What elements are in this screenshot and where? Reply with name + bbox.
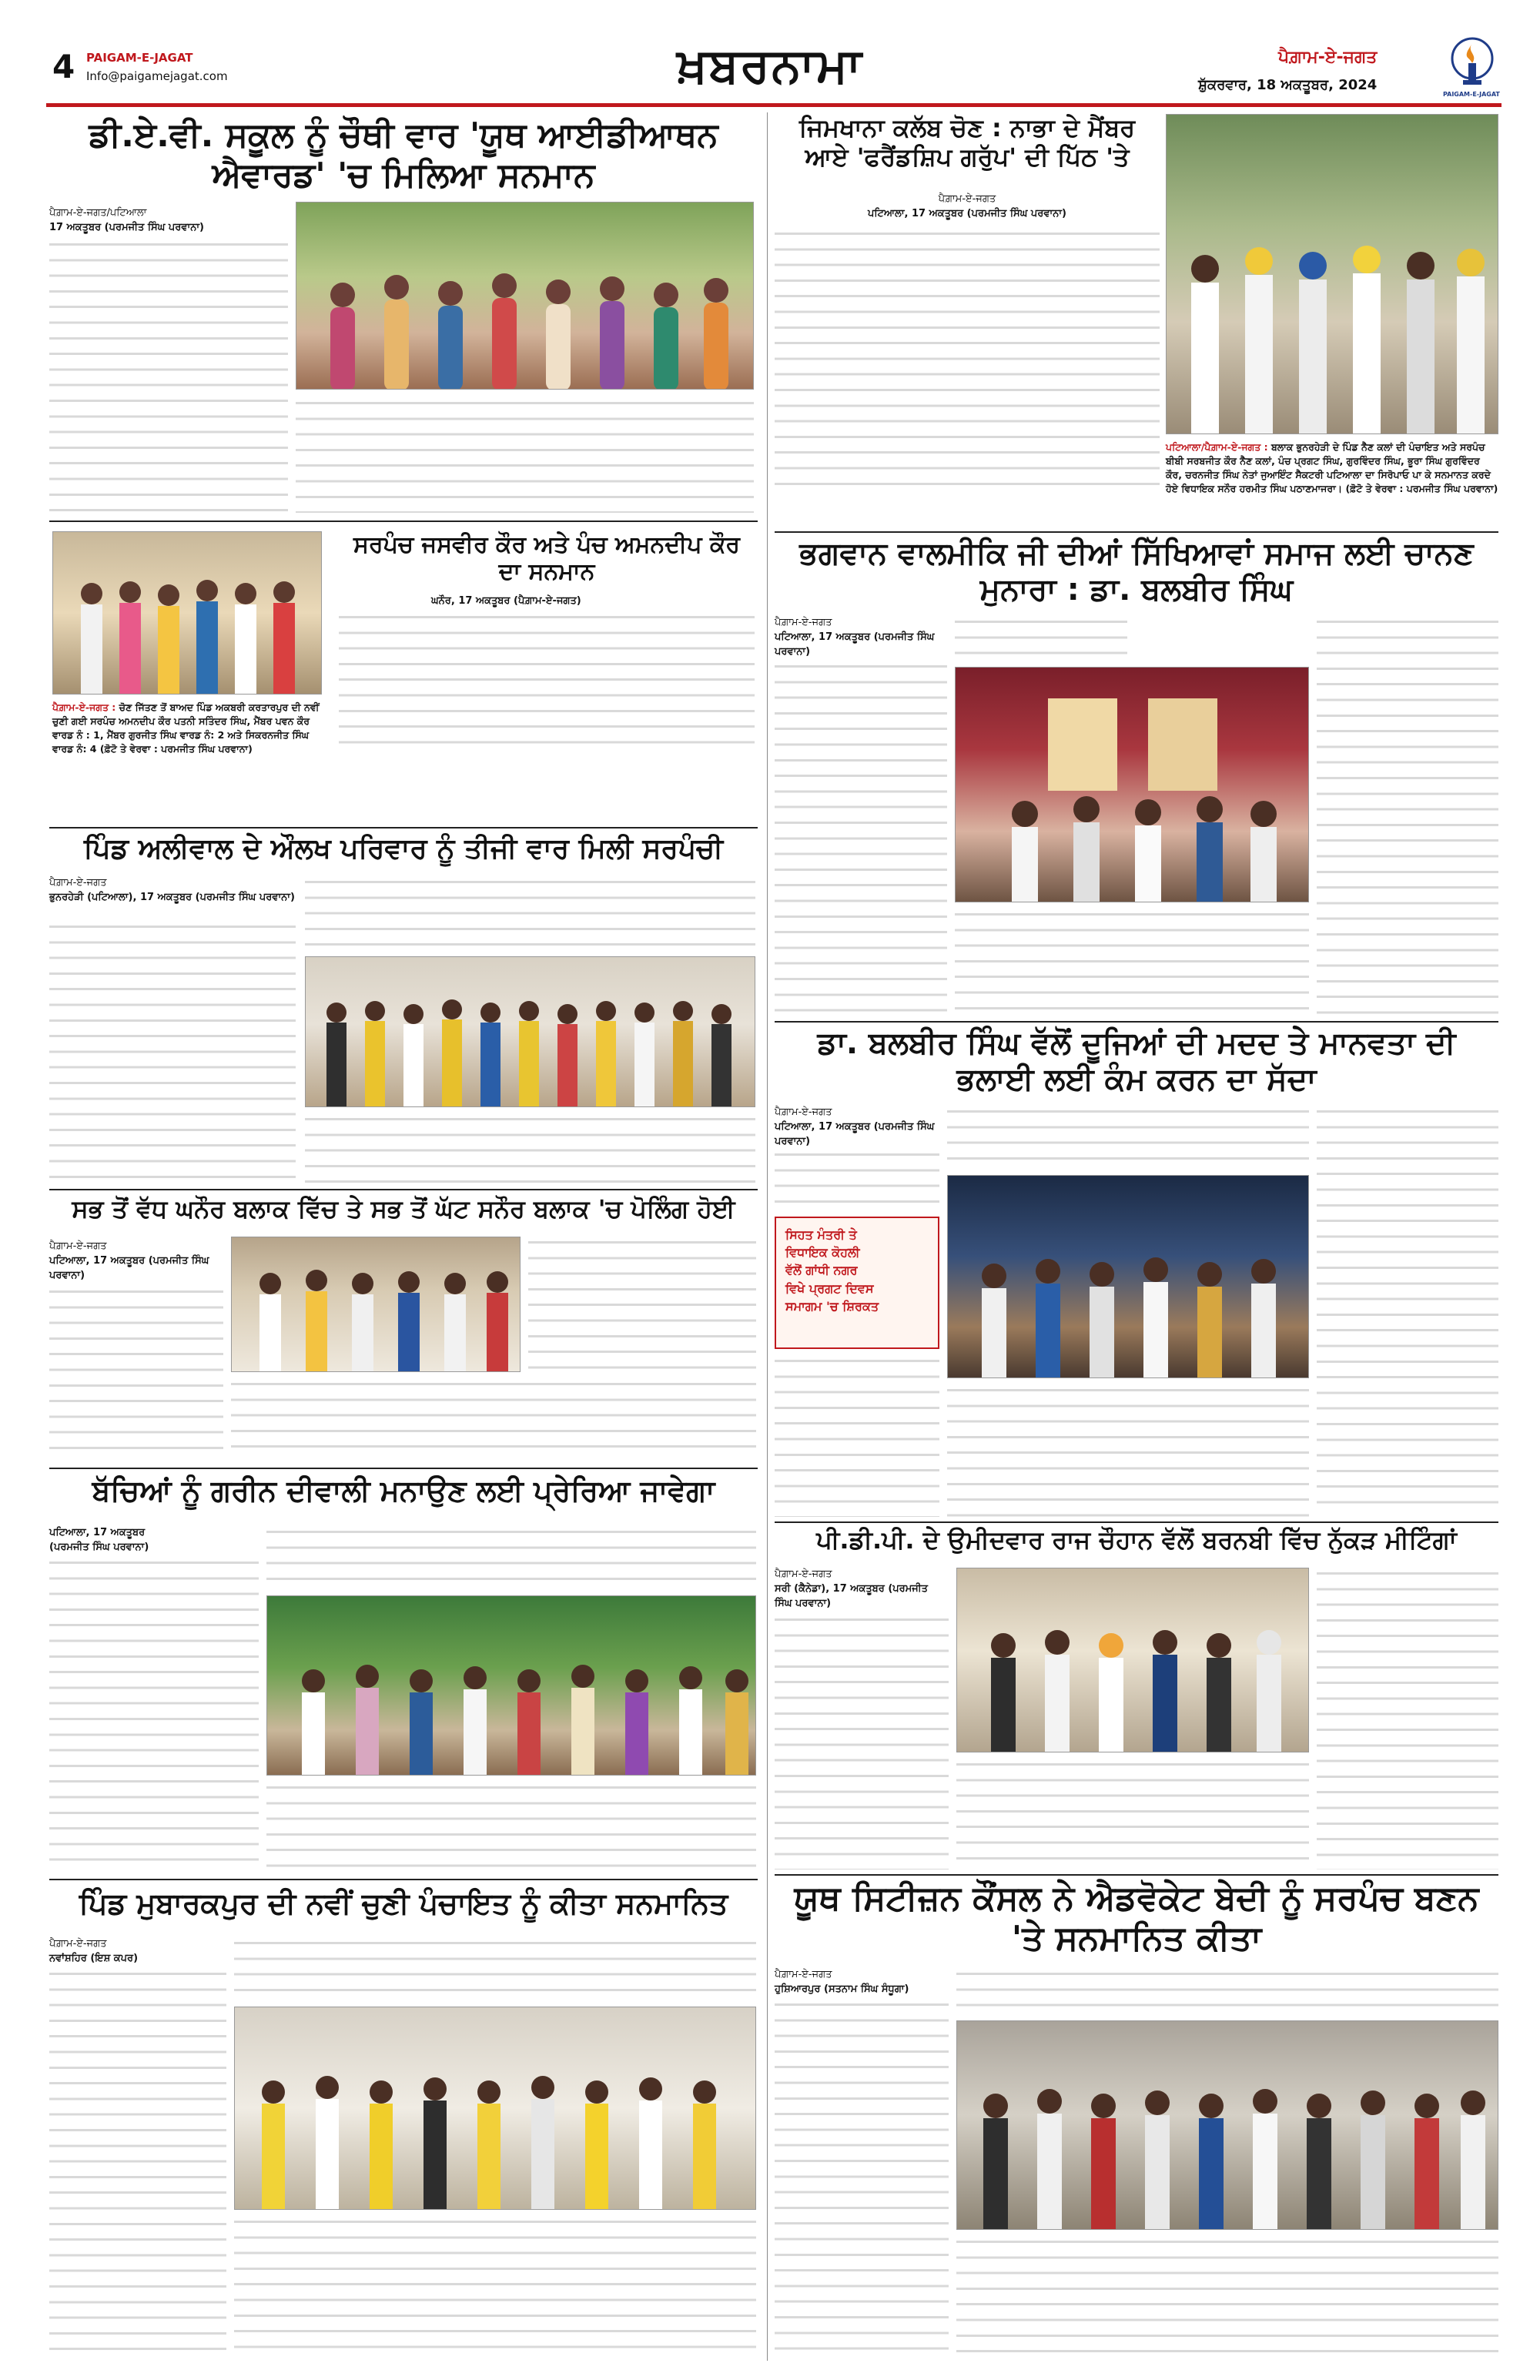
article-body-ghanaur-right	[528, 1237, 756, 1374]
masthead-rule	[46, 103, 1502, 107]
article-body-valmiki	[775, 661, 947, 1015]
article-body-youth	[775, 1999, 949, 2355]
headline-valmiki: ਭਗਵਾਨ ਵਾਲਮੀਕਿ ਜੀ ਦੀਆਂ ਸਿੱਖਿਆਵਾਂ ਸਮਾਜ ਲਈ ਚਾਨਣ ਮੁਨਾਰਾ : ਡਾ. ਬਲਬੀਰ ਸਿੰਘ	[799, 536, 1474, 608]
highlight-line: ਵਿਧਾਇਕ ਕੋਹਲੀ	[785, 1245, 860, 1260]
caption-text: ਬਲਾਕ ਭੁਨਰਹੇੜੀ ਦੇ ਪਿੰਡ ਨੈਣ ਕਲਾਂ ਦੀ ਪੰਚਾਇਤ ਅਤੇ ਸਰਪੰਚ ਬੀਬੀ ਸਰਬਜੀਤ ਕੌਰ ਨੈਣ ਕਲਾਂ, ਪੰਚ ਪ੍ਰਗਟ ਸਿੰਘ, ਗੁਰਵਿੰਦਰ ਸਿੰਘ, ਭੂਰਾ ਸਿੰਘ ਗੁਰਵਿੰਦਰ ਕੌਰ, ਚਰਨਜੀਤ ਸਿੰਘ ਨੇਤਾਂ ਜੁਆਇੰਟ ਸੈਕਟਰੀ ਪਟਿਆਲਾ ਦਾ ਸਿਰੋਪਾਓ ਪਾ ਕੇ ਸਨਮਾਨਤ ਕਰਦੇ ਹੋਏ ਵਿਧਾਇਕ ਸਨੌਰ ਹਰਮੀਤ ਸਿੰਘ ਪਠਾਣਮਾਜਰਾ।	[1166, 441, 1491, 495]
byline: (ਪਰਮਜੀਤ ਸਿੰਘ ਪਰਵਾਨਾ)	[49, 1541, 149, 1553]
logo-caption: PAIGAM-E-JAGAT	[1443, 91, 1500, 98]
article-body-ppp-right	[1317, 1568, 1498, 1870]
article-body-balbir-col1b	[775, 1355, 939, 1517]
article-body-balbir-bottom	[947, 1384, 1309, 1517]
byline: ਪਟਿਆਲਾ, 17 ਅਕਤੂਬਰ (ਪਰਮਜੀਤ ਸਿੰਘ ਪਰਵਾਨਾ)	[867, 207, 1066, 219]
article-body-diwali-top	[266, 1526, 756, 1591]
dateline: ਪੈਗ਼ਾਮ-ਏ-ਜਗਤ	[775, 1106, 832, 1118]
headline-balbir: ਡਾ. ਬਲਬੀਰ ਸਿੰਘ ਵੱਲੋਂ ਦੂਜਿਆਂ ਦੀ ਮਦਦ ਤੇ ਮਾਨਵਤਾ ਦੀ ਭਲਾਈ ਲਈ ਕੰਮ ਕਰਨ ਦਾ ਸੱਦਾ	[817, 1026, 1456, 1098]
article-body-valmiki-col2	[955, 616, 1127, 662]
highlight-line: ਸਮਾਗਮ 'ਚ ਸ਼ਿਰਕਤ	[785, 1298, 879, 1314]
youth-council-photo	[956, 2020, 1498, 2230]
dateline-aliwal	[49, 876, 296, 905]
dateline: ਪੈਗ਼ਾਮ-ਏ-ਜਗਤ	[775, 1969, 832, 1980]
divider	[49, 827, 758, 828]
headline-diwali: ਬੱਚਿਆਂ ਨੂੰ ਗਰੀਨ ਦੀਵਾਲੀ ਮਨਾਉਣ ਲਈ ਪ੍ਰੇਰਿਆ ਜਾਵੇਗਾ	[92, 1474, 715, 1508]
dateline-ppp	[775, 1568, 949, 1612]
issue-date: ਸ਼ੁੱਕਰਵਾਰ, 18 ਅਕਤੂਬਰ, 2024	[1198, 77, 1378, 93]
article-body-diwali-bottom	[266, 1782, 756, 1873]
highlight-list	[785, 1226, 929, 1315]
article-body-aliwal-top	[305, 876, 755, 950]
dateline-youth	[775, 1968, 949, 1997]
gymkhana-honour-photo	[1166, 114, 1498, 434]
dateline-sarpanch: ਘਨੌਰ, 17 ਅਕਤੂਬਰ (ਪੈਗ਼ਾਮ-ਏ-ਜਗਤ)	[431, 595, 581, 607]
dateline: ਪੈਗ਼ਾਮ-ਏ-ਜਗਤ/ਪਟਿਆਲਾ	[49, 207, 147, 219]
article-body-balbir	[775, 1149, 939, 1210]
highlight-line: ਵੱਲੋਂ ਗਾਂਧੀ ਨਗਰ	[785, 1263, 858, 1278]
caption-text: ਚੋਣ ਜਿੱਤਣ ਤੋਂ ਬਾਅਦ ਪਿੰਡ ਅਕਬਰੀ ਕਰਤਾਰਪੁਰ ਦੀ ਨਵੀਂ ਚੁਣੀ ਗਈ ਸਰਪੰਚ ਅਮਨਦੀਪ ਕੌਰ ਪਤਨੀ ਸਤਿੰਦਰ ਸਿੰਘ, ਮੈਂਬਰ ਪਵਨ ਕੌਰ ਵਾਰਡ ਨੰ : 1, ਮੈਂਬਰ ਗੁਰਜੀਤ ਸਿੰਘ ਵਾਰਡ ਨੰ: 2 ਅਤੇ ਸਿਕਰਨਜੀਤ ਸਿੰਘ ਵਾਰਡ ਨੰ: 4	[52, 701, 320, 755]
caption-tag: ਪੈਗ਼ਾਮ-ਏ-ਜਗਤ :	[52, 701, 116, 713]
valmiki-event-photo	[955, 667, 1309, 902]
column-separator	[767, 112, 768, 2361]
mubarakpur-panchayat-photo	[234, 2007, 756, 2210]
byline: ਭੁਨਰਹੇੜੀ (ਪਟਿਆਲਾ), 17 ਅਕਤੂਬਰ (ਪਰਮਜੀਤ ਸਿੰਘ ਪਰਵਾਨਾ)	[49, 891, 295, 903]
byline: ਸਰੀ (ਕੈਨੇਡਾ), 17 ਅਕਤੂਬਰ (ਪਰਮਜੀਤ ਸਿੰਘ ਪਰਵਾਨਾ)	[775, 1582, 929, 1609]
gymkhana-photo-caption	[1166, 440, 1498, 497]
article-body-ghanaur-cols	[231, 1378, 756, 1460]
torch-logo	[1448, 35, 1497, 91]
byline: ਹੁਸ਼ਿਆਰਪੁਰ (ਸਤਨਾਮ ਸਿੰਘ ਸੰਧੂਗਾ)	[775, 1983, 909, 1995]
dateline: ਪੈਗ਼ਾਮ-ਏ-ਜਗਤ	[49, 1938, 107, 1950]
divider	[49, 521, 758, 522]
divider	[49, 1468, 758, 1469]
article-body-diwali	[49, 1557, 259, 1873]
ppp-meeting-photo	[956, 1568, 1309, 1752]
article-body-balbir-right	[1317, 1106, 1498, 1517]
article-body-valmiki-bottom	[955, 909, 1309, 1015]
article-body-ghanaur	[49, 1286, 223, 1460]
highlight-line: ਵਿਖੇ ਪ੍ਰਗਟ ਦਿਵਸ	[785, 1280, 874, 1296]
dateline-balbir	[775, 1106, 939, 1150]
caption-credit: (ਫ਼ੋਟੋ ਤੇ ਵੇਰਵਾ : ਪਰਮਜੀਤ ਸਿੰਘ ਪਰਵਾਨਾ)	[1345, 483, 1498, 495]
dateline: ਪੈਗ਼ਾਮ-ਏ-ਜਗਤ	[49, 1240, 107, 1252]
headline-gymkhana: ਜਿਮਖਾਨਾ ਕਲੱਬ ਚੋਣ : ਨਾਭਾ ਦੇ ਮੈਂਬਰ ਆਏ 'ਫਰੈਂਡਸ਼ਿਪ ਗਰੁੱਪ' ਦੀ ਪਿੱਠ 'ਤੇ	[798, 113, 1136, 172]
article-body-dav-cols	[296, 397, 754, 513]
byline: ਨਵਾਂਸ਼ਹਿਰ (ਇਸ਼ ਕਪਰ)	[49, 1952, 139, 1964]
dateline: ਪੈਗ਼ਾਮ-ਏ-ਜਗਤ	[49, 877, 107, 889]
headline-dav: ਡੀ.ਏ.ਵੀ. ਸਕੂਲ ਨੂੰ ਚੌਥੀ ਵਾਰ 'ਯੂਥ ਆਈਡੀਆਥਨ ਐਵਾਰਡ' 'ਚ ਮਿਲਿਆ ਸਨਮਾਨ	[89, 115, 718, 195]
byline: 17 ਅਕਤੂਬਰ (ਪਰਮਜੀਤ ਸਿੰਘ ਪਰਵਾਨਾ)	[49, 221, 204, 233]
article-body-aliwal	[49, 921, 296, 1183]
headline-aliwal: ਪਿੰਡ ਅਲੀਵਾਲ ਦੇ ਔਲਖ ਪਰਿਵਾਰ ਨੂੰ ਤੀਜੀ ਵਾਰ ਮਿਲੀ ਸਰਪੰਚੀ	[83, 833, 724, 865]
divider	[775, 1521, 1498, 1523]
highlight-box	[775, 1217, 939, 1349]
headline-youth: ਯੂਥ ਸਿਟੀਜ਼ਨ ਕੌਂਸਲ ਨੇ ਐਡਵੋਕੇਟ ਬੇਦੀ ਨੂੰ ਸਰਪੰਚ ਬਣਨ 'ਤੇ ਸਨਮਾਨਿਤ ਕੀਤਾ	[794, 1879, 1479, 1958]
article-body-gymkhana	[775, 228, 1160, 490]
dateline-diwali	[49, 1526, 259, 1555]
article-body-mubarakpur	[49, 1968, 226, 2353]
section-title: ਖ਼ਬਰਨਾਮਾ	[677, 37, 863, 93]
article-body-youth-top	[956, 1968, 1498, 2016]
aliwal-family-photo	[305, 956, 755, 1107]
sarpanch-photo-caption	[52, 701, 322, 757]
divider	[775, 531, 1498, 533]
diwali-meeting-photo	[266, 1595, 756, 1776]
dateline: ਪੈਗ਼ਾਮ-ਏ-ਜਗਤ	[775, 1568, 832, 1580]
byline: ਪਟਿਆਲਾ, 17 ਅਕਤੂਬਰ (ਪਰਮਜੀਤ ਸਿੰਘ ਪਰਵਾਨਾ)	[775, 631, 935, 658]
balbir-stage-photo	[947, 1175, 1309, 1378]
article-body-aliwal-bottom	[305, 1113, 755, 1183]
dateline: ਪਟਿਆਲਾ, 17 ਅਕਤੂਬਰ	[49, 1527, 146, 1538]
brand-name-right: ਪੈਗ਼ਾਮ-ਏ-ਜਗਤ	[1278, 48, 1378, 67]
caption-tag: ਪਟਿਆਲਾ/ਪੈਗ਼ਾਮ-ਏ-ਜਗਤ :	[1166, 441, 1268, 453]
dateline-mubarakpur	[49, 1937, 226, 1967]
dav-award-photo	[296, 202, 754, 390]
divider	[49, 1189, 758, 1190]
divider	[775, 1021, 1498, 1023]
divider	[775, 1874, 1498, 1876]
article-body-valmiki-right	[1317, 616, 1498, 1015]
headline-sarpanch: ਸਰਪੰਚ ਜਸਵੀਰ ਕੌਰ ਅਤੇ ਪੰਚ ਅਮਨਦੀਪ ਕੌਰ ਦਾ ਸਨਮਾਨ	[353, 531, 740, 586]
dateline-ghanaur	[49, 1240, 223, 1284]
article-body-youth-bottom	[956, 2236, 1498, 2355]
article-body-sarpanch	[339, 611, 755, 750]
article-body-balbir-top	[947, 1106, 1309, 1169]
highlight-line: ਸਿਹਤ ਮੰਤਰੀ ਤੇ	[785, 1227, 857, 1242]
article-body-ppp-bottom	[956, 1759, 1309, 1870]
page-number: 4	[52, 48, 75, 85]
caption-credit: (ਫ਼ੋਟੋ ਤੇ ਵੇਰਵਾ : ਪਰਮਜੀਤ ਸਿੰਘ ਪਰਵਾਨਾ)	[99, 743, 253, 755]
dateline: ਪੈਗ਼ਾਮ-ਏ-ਜਗਤ	[775, 617, 832, 628]
headline-ppp: ਪੀ.ਡੀ.ਪੀ. ਦੇ ਉਮੀਦਵਾਰ ਰਾਜ ਚੌਹਾਨ ਵੱਲੋਂ ਬਰਨਬੀ ਵਿੱਚ ਨੁੱਕੜ ਮੀਟਿੰਗਾਂ	[816, 1525, 1457, 1555]
headline-mubarakpur: ਪਿੰਡ ਮੁਬਾਰਕਪੁਰ ਦੀ ਨਵੀਂ ਚੁਣੀ ਪੰਚਾਇਤ ਨੂੰ ਕੀਤਾ ਸਨਮਾਨਿਤ	[79, 1886, 728, 1920]
sarpanch-photo	[52, 531, 322, 695]
article-body-mubarakpur-top	[234, 1937, 756, 2002]
article-body-mubarakpur-bottom	[234, 2216, 756, 2355]
article-body-dav	[49, 239, 288, 513]
contact-email[interactable]: Info@paigamejagat.com	[86, 69, 228, 83]
dateline: ਪੈਗ਼ਾਮ-ਏ-ਜਗਤ	[938, 193, 996, 205]
headline-ghanaur: ਸਭ ਤੋਂ ਵੱਧ ਘਨੌਰ ਬਲਾਕ ਵਿੱਚ ਤੇ ਸਭ ਤੋਂ ਘੱਟ ਸਨੌਰ ਬਲਾਕ 'ਚ ਪੋਲਿੰਗ ਹੋਈ	[72, 1194, 735, 1223]
byline: ਪਟਿਆਲਾ, 17 ਅਕਤੂਬਰ (ਪਰਮਜੀਤ ਸਿੰਘ ਪਰਵਾਨਾ)	[49, 1254, 209, 1281]
dateline-gymkhana	[775, 192, 1160, 222]
brand-name-small: PAIGAM-E-JAGAT	[86, 51, 193, 65]
article-body-ppp	[775, 1614, 949, 1870]
byline: ਪਟਿਆਲਾ, 17 ਅਕਤੂਬਰ (ਪਰਮਜੀਤ ਸਿੰਘ ਪਰਵਾਨਾ)	[775, 1120, 935, 1147]
divider	[49, 1879, 758, 1880]
polling-officials-photo	[231, 1237, 521, 1372]
dateline-valmiki	[775, 616, 947, 660]
dateline-dav	[49, 206, 265, 236]
